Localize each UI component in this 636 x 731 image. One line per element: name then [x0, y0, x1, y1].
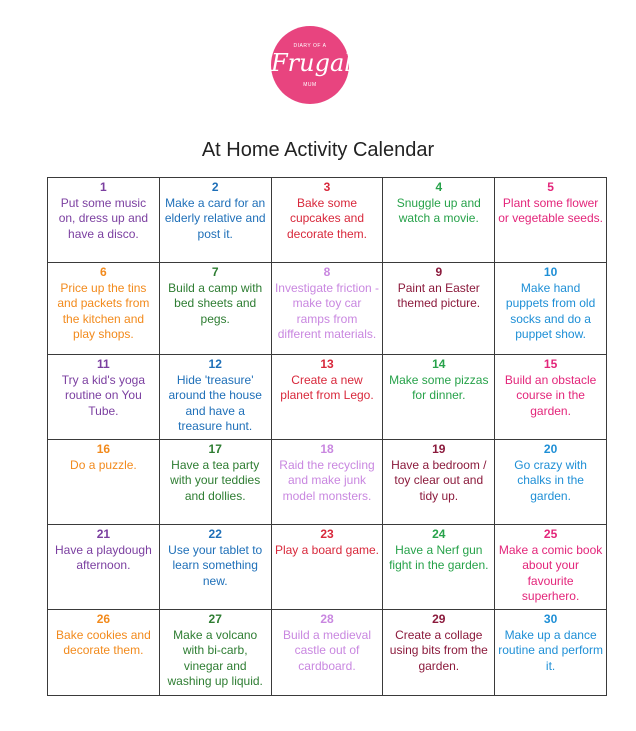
calendar-day-cell [48, 440, 160, 525]
activity-text: Put some music on, dress up and have a disco. [58, 195, 149, 241]
calendar-row [48, 525, 607, 610]
activity-text: Go crazy with chalks in the garden. [514, 457, 587, 503]
calendar-day-cell [271, 263, 383, 355]
day-number: 17 [208, 442, 222, 456]
day-number: 3 [323, 180, 331, 194]
day-number: 29 [432, 612, 446, 626]
activity-text: Make some pizzas for dinner. [389, 372, 489, 402]
activity-calendar-grid [47, 177, 607, 696]
calendar-day-cell [159, 440, 271, 525]
activity-text: Price up the tins and packets from the kitchen and play shops. [57, 280, 150, 341]
calendar-day-cell [159, 610, 271, 696]
day-number: 7 [211, 265, 219, 279]
day-number: 18 [320, 442, 334, 456]
calendar-row [48, 440, 607, 525]
activity-text: Play a board game. [274, 542, 380, 557]
calendar-day-cell [495, 610, 607, 696]
day-number: 4 [435, 180, 443, 194]
activity-text: Use your tablet to learn something new. [168, 542, 263, 588]
calendar-day-cell [495, 525, 607, 610]
activity-text: Hide 'treasure' around the house and have a treasure hunt. [168, 372, 262, 433]
activity-text: Build an obstacle course in the garden. [504, 372, 597, 418]
activity-text: Snuggle up and watch a movie. [396, 195, 481, 225]
day-number: 6 [100, 265, 107, 279]
calendar-day-cell [495, 263, 607, 355]
day-number: 24 [432, 527, 446, 541]
calendar-day-cell [271, 610, 383, 696]
day-number: 5 [547, 180, 554, 194]
day-number: 16 [96, 442, 111, 456]
logo-main-text: Frugal [271, 49, 352, 77]
calendar-day-cell [383, 355, 495, 440]
activity-text: Bake some cupcakes and decorate them. [286, 195, 368, 241]
calendar-day-cell [48, 525, 160, 610]
activity-text: Create a collage using bits from the garden. [389, 627, 488, 673]
frugal-mum-logo [271, 26, 352, 104]
activity-text: Paint an Easter themed picture. [397, 280, 481, 310]
calendar-row [48, 610, 607, 696]
calendar-day-cell [271, 355, 383, 440]
calendar-day-cell [159, 525, 271, 610]
calendar-day-cell [383, 440, 495, 525]
day-number: 27 [208, 612, 222, 626]
day-number: 23 [320, 527, 334, 541]
calendar-day-cell [495, 440, 607, 525]
day-number: 2 [211, 180, 219, 194]
day-number: 25 [543, 527, 558, 541]
day-number: 22 [208, 527, 222, 541]
day-number: 9 [435, 265, 443, 279]
calendar-day-cell [48, 610, 160, 696]
day-number: 19 [432, 442, 446, 456]
calendar-day-cell [271, 178, 383, 263]
day-number: 1 [100, 180, 107, 194]
calendar-day-cell [383, 263, 495, 355]
day-number: 14 [432, 357, 446, 371]
calendar-day-cell [383, 525, 495, 610]
activity-text: Have a playdough afternoon. [55, 542, 152, 572]
activity-text: Raid the recycling and make junk model monsters. [279, 457, 375, 503]
day-number: 12 [208, 357, 222, 371]
activity-text: Make hand puppets from old socks and do a puppet show. [505, 280, 596, 341]
logo-bottom-text: MUM [303, 82, 317, 88]
calendar-day-cell [383, 178, 495, 263]
page-title: At Home Activity Calendar [201, 139, 435, 161]
calendar-day-cell [495, 178, 607, 263]
calendar-day-cell [159, 178, 271, 263]
day-number: 28 [320, 612, 334, 626]
activity-text: Make up a dance routine and perform it. [498, 627, 603, 673]
activity-text: Make a comic book about your favourite superhero. [498, 542, 603, 603]
day-number: 30 [543, 612, 558, 626]
activity-text: Do a puzzle. [70, 457, 137, 472]
calendar-row [48, 355, 607, 440]
calendar-day-cell [383, 610, 495, 696]
activity-text: Create a new planet from Lego. [280, 372, 374, 402]
day-number: 26 [96, 612, 111, 626]
activity-text: Have a Nerf gun fight in the garden. [389, 542, 489, 572]
calendar-row [48, 263, 607, 355]
activity-text: Make a volcano with bi-carb, vinegar and washing up liquid. [167, 627, 263, 688]
day-number: 21 [96, 527, 111, 541]
activity-text: Have a tea party with your teddies and dollies. [170, 457, 261, 503]
calendar-day-cell [159, 263, 271, 355]
day-number: 8 [323, 265, 331, 279]
activity-text: Bake cookies and decorate them. [56, 627, 151, 657]
activity-text: Investigate friction - make toy car ramps from different materials. [274, 280, 380, 341]
day-number: 15 [543, 357, 558, 371]
calendar-day-cell [495, 355, 607, 440]
activity-text: Have a bedroom / toy clear out and tidy up. [391, 457, 487, 503]
day-number: 13 [320, 357, 334, 371]
calendar-row [48, 178, 607, 263]
activity-text: Build a medieval castle out of cardboard. [282, 627, 372, 673]
calendar-day-cell [48, 263, 160, 355]
calendar-day-cell [48, 355, 160, 440]
activity-text: Try a kid's yoga routine on You Tube. [61, 372, 145, 418]
calendar-day-cell [271, 440, 383, 525]
day-number: 20 [543, 442, 558, 456]
activity-text: Plant some flower or vegetable seeds. [498, 195, 603, 225]
activity-text: Build a camp with bed sheets and pegs. [168, 280, 263, 326]
calendar-day-cell [159, 355, 271, 440]
logo-top-text: DIARY OF A [293, 43, 327, 49]
calendar-day-cell [48, 178, 160, 263]
day-number: 11 [97, 357, 110, 371]
day-number: 10 [543, 265, 558, 279]
activity-text: Make a card for an elderly relative and post it. [164, 195, 266, 241]
calendar-day-cell [271, 525, 383, 610]
